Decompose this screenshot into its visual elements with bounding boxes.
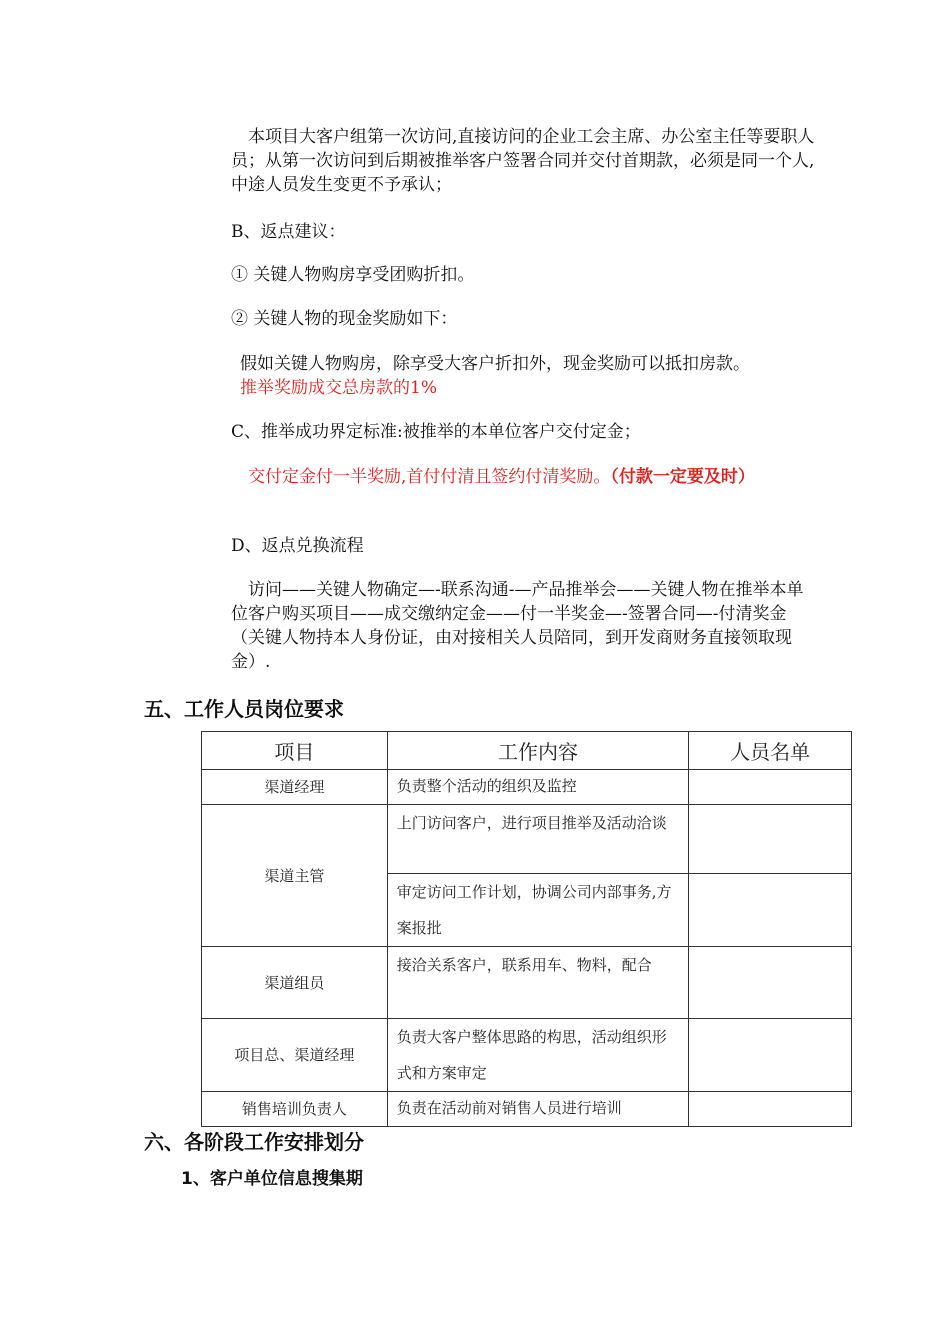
staff-table bbox=[201, 731, 852, 1127]
paragraph-redeem-heading: D、返点兑换流程 bbox=[231, 536, 364, 556]
section-6-title: 六、各阶段工作安排划分 bbox=[144, 1130, 364, 1154]
section-5-title: 五、工作人员岗位要求 bbox=[144, 697, 344, 721]
cell-item: 渠道主管 bbox=[202, 805, 388, 947]
paragraph-payment-reward bbox=[231, 465, 816, 489]
cell-names bbox=[689, 805, 852, 874]
cell-content: 负责在活动前对销售人员进行培训 bbox=[387, 1092, 689, 1127]
cell-content: 审定访问工作计划，协调公司内部事务,方案报批 bbox=[387, 874, 689, 947]
payment-reward-emphasis: （付款一定要及时） bbox=[610, 467, 755, 487]
header-content: 工作内容 bbox=[387, 732, 689, 770]
header-item: 项目 bbox=[202, 732, 388, 770]
cell-names bbox=[689, 874, 852, 947]
paragraph-reward-rate: 推举奖励成交总房款的1% bbox=[240, 378, 437, 398]
table-row bbox=[202, 947, 852, 1019]
payment-reward-text: 交付定金付一半奖励,首付付清且签约付清奖励。 bbox=[248, 467, 611, 487]
cell-names bbox=[689, 1092, 852, 1127]
cell-item: 渠道组员 bbox=[202, 947, 388, 1019]
paragraph-rebate-heading: B、返点建议： bbox=[231, 222, 346, 242]
paragraph-cash-reward: 假如关键人物购房，除享受大客户折扣外，现金奖励可以抵扣房款。 bbox=[240, 354, 750, 374]
paragraph-success-standard: C、推举成功界定标准:被推举的本单位客户交付定金； bbox=[231, 422, 641, 442]
table-row bbox=[202, 805, 852, 874]
table-row bbox=[202, 1092, 852, 1127]
cell-item: 项目总、渠道经理 bbox=[202, 1019, 388, 1092]
cell-item: 销售培训负责人 bbox=[202, 1092, 388, 1127]
paragraph-visit-rule: 本项目大客户组第一次访问,直接访问的企业工会主席、办公室主任等要职人员；从第一次访问到后期被推举客户签署合同并交付首期款，必须是同一个人,中途人员发生变更不予承认； bbox=[231, 127, 815, 195]
table-header-row bbox=[202, 732, 852, 770]
cell-names bbox=[689, 947, 852, 1019]
cell-item: 渠道经理 bbox=[202, 770, 388, 805]
cell-names bbox=[689, 770, 852, 805]
table-row bbox=[202, 770, 852, 805]
cell-names bbox=[689, 1019, 852, 1092]
cell-content: 上门访问客户，进行项目推举及活动洽谈 bbox=[387, 805, 689, 874]
table-row bbox=[202, 1019, 852, 1092]
paragraph-rebate-2: ② 关键人物的现金奖励如下： bbox=[231, 309, 458, 329]
cell-content: 负责整个活动的组织及监控 bbox=[387, 770, 689, 805]
header-names: 人员名单 bbox=[689, 732, 852, 770]
paragraph-redeem-flow: 访问——关键人物确定—-联系沟通-—产品推举会——关键人物在推举本单位客户购买项目——成交缴纳定金——付一半奖金—-签署合同—-付清奖金（关键人物持本人身份证，由对接相关人员陪同，到开发商财务直接领取现金）. bbox=[231, 580, 804, 672]
cell-content: 负责大客户整体思路的构思，活动组织形式和方案审定 bbox=[387, 1019, 689, 1092]
section-6-subtitle-1: 1、客户单位信息搜集期 bbox=[181, 1169, 363, 1189]
cell-content: 接洽关系客户，联系用车、物料，配合 bbox=[387, 947, 689, 1019]
paragraph-rebate-1: ① 关键人物购房享受团购折扣。 bbox=[231, 265, 475, 285]
